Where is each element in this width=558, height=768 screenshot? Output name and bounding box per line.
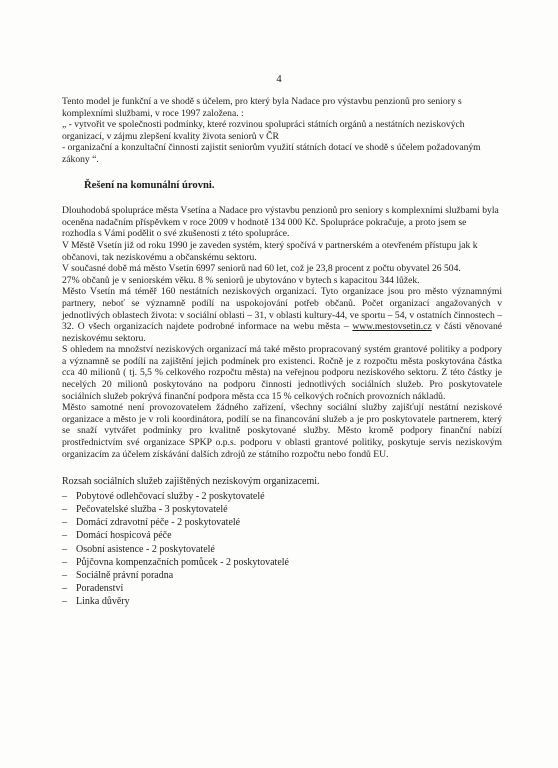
page-content bbox=[62, 96, 502, 609]
list-item-text: Sociálně právní poradna bbox=[76, 570, 174, 582]
list-item-text: Poradenství bbox=[76, 583, 124, 595]
intro-paragraph: Tento model je funkční a ve shodě s účelem, pro který byla Nadace pro výstavbu penzionů pro seniory s komplexními službami, v roce 1997 založena. : bbox=[62, 96, 462, 119]
list-dash: – bbox=[62, 504, 67, 516]
list-item bbox=[62, 516, 502, 529]
list-item-text: Domácí zdravotní péče - 2 poskytovatelé bbox=[76, 517, 241, 529]
list-item bbox=[62, 595, 502, 608]
section-heading: Řešení na komunální úrovni. bbox=[84, 179, 215, 191]
list-item-text: Domácí hospicová péče bbox=[76, 530, 172, 542]
body-paragraph-5 bbox=[62, 286, 502, 344]
list-item bbox=[62, 582, 502, 595]
list-dash: – bbox=[62, 490, 67, 502]
list-item-text: Linka důvěry bbox=[76, 596, 130, 608]
list-dash: – bbox=[62, 543, 67, 555]
services-title: Rozsah sociálních služeb zajištěných neziskovým organizacemi. bbox=[62, 476, 320, 488]
list-item bbox=[62, 543, 502, 556]
list-item-text: Půjčovna kompenzačních pomůcek - 2 poskytovatelé bbox=[76, 556, 289, 568]
list-dash: – bbox=[62, 530, 67, 542]
intro-quote-1: „ - vytvořit ve společnosti podmínky, které rozvinou spolupráci státních orgánů a nestátních neziskových organizací, v zájmu zlepšení kvality života seniorů v ČR bbox=[62, 119, 465, 142]
page-number: 4 bbox=[276, 74, 282, 85]
list-item-text: Pečovatelské služba - 3 poskytovatelé bbox=[76, 504, 228, 516]
list-dash: – bbox=[62, 570, 67, 582]
services-list bbox=[62, 490, 502, 609]
body-paragraph-1: Dlouhodobá spolupráce města Vsetína a Nadace pro výstavbu penzionů pro seniory s komplexními službami byla oceněna nadačním příspěvkem v roce 2009 v hodnotě 134 000 Kč. Spolupráce pokračuje, a proto jsem se rozhodla s Vámi podělit o své zkušenosti z této spolupráce. bbox=[62, 205, 499, 240]
city-website-link[interactable]: www.mestovsetin.cz bbox=[352, 321, 432, 333]
list-dash: – bbox=[62, 583, 67, 595]
body-paragraph-3: V současné době má město Vsetín 6997 seniorů nad 60 let, což je 23,8 procent z počtu obyvatel 26 504. bbox=[62, 263, 461, 275]
list-item-text: Osobní asistence - 2 poskytovatelé bbox=[76, 543, 215, 555]
list-item bbox=[62, 569, 502, 582]
body-paragraph-7: Město samotné není provozovatelem žádného zařízení, všechny sociální služby zajišťují nestátní neziskové organizace a město je v roli koordinátora, podílí se na financování služeb a je pro poskytovatele partnerem, který se snaží vytvářet podmínky pro kvalitně poskytované služby. Město kromě podpory finanční nabízí prostřednictvím své organizace SPKP o.p.s. podporu v oblasti grantové politiky, poskytuje servis neziskovým organizacím za účelem získávání dalších zdrojů ze státního rozpočtu nebo fondů EU. bbox=[62, 402, 502, 460]
list-dash: – bbox=[62, 556, 67, 568]
body-paragraph-5-tail: v části věnované neziskovému sektoru. bbox=[62, 321, 503, 344]
list-item bbox=[62, 556, 502, 569]
list-dash: – bbox=[62, 596, 67, 608]
list-dash: – bbox=[62, 517, 67, 529]
intro-quote-2: - organizační a konzultační činnosti zajistit seniorům využití státních dotací ve shodě s účelem požadovaným zákony “. bbox=[62, 142, 481, 165]
body-paragraph-2: V Městě Vsetín již od roku 1990 je zaveden systém, který spočívá v partnerském a otevřeném přístupu jak k občanovi, tak neziskovému a občanskému sektoru. bbox=[62, 239, 478, 263]
body-paragraph-6: S ohledem na množství neziskových organizací má také město propracovaný systém grantové politiky a podpory a významně se podílí na zajištění jejich podmínek pro existenci. Ročně je z rozpočtu města poskytována částka cca 40 milionů ( tj. 5,5 % celkového rozpočtu města) na veřejnou podporu neziskového sektoru. Z této částky je necelých 20 milionů poskytováno na podporu činnosti jednotlivých sociálních služeb. Pro poskytovatele sociálních služeb pokrývá finanční podpora města cca 15 % celkových ročních provozních nákladů. bbox=[62, 344, 502, 402]
list-item-text: Pobytové odlehčovací služby - 2 poskytovatelé bbox=[76, 490, 265, 502]
list-item bbox=[62, 503, 502, 516]
list-item bbox=[62, 490, 502, 503]
list-item bbox=[62, 529, 502, 542]
body-paragraph-4: 27% občanů je v seniorském věku. 8 % seniorů je ubytováno v bytech s kapacitou 344 lůžek. bbox=[62, 274, 420, 286]
body-paragraph-5-text: Město Vsetín má téměř 160 nestátních neziskových organizací. Tyto organizace jsou pro město významnými partnery, neboť se významně podílí na uspokojování potřeb občanů. Počet organizací angažovaných v jednotlivých oblastech života: v sociální oblasti – 31, v oblasti kultury-44, ve sportu – 54, v ostatních činnostech – 32. O všech organizacích najdete podrobné informace na webu města – bbox=[62, 286, 502, 333]
